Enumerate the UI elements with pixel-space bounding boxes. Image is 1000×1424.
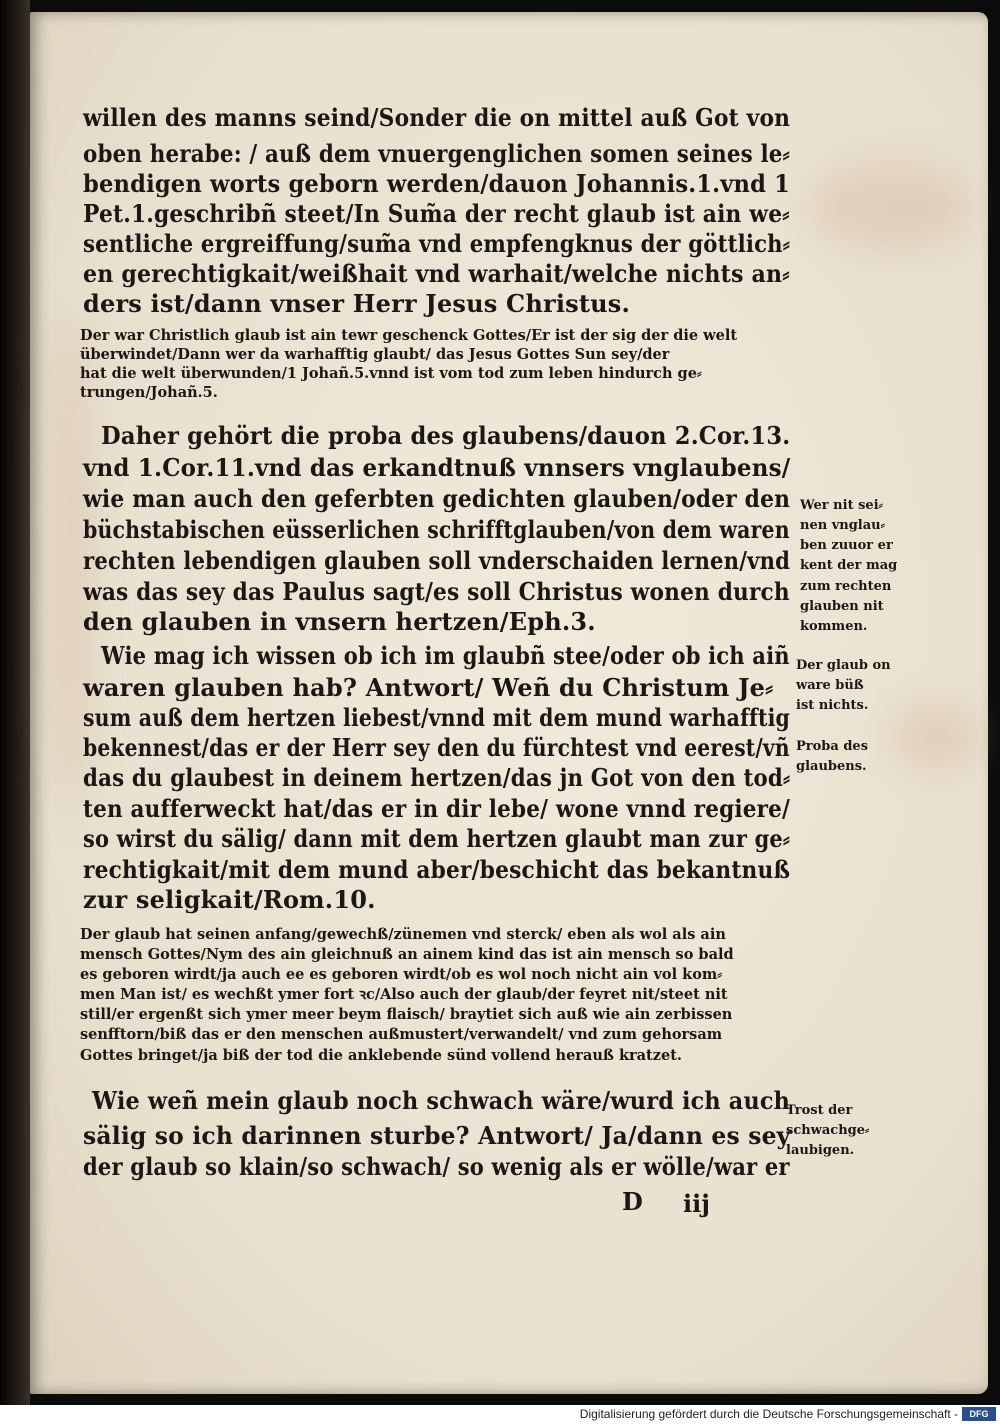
margin-gloss: nen vnglau⸗ <box>800 518 885 533</box>
text-line: das du glaubest in deinem hertzen/das jn Got von den tod⸗ <box>83 763 791 792</box>
text-line: willen des manns seind/Sonder die on mittel auß Got von <box>83 103 791 132</box>
text-line: ders ist/dann vnser Herr Jesus Christus. <box>83 289 631 318</box>
text-line: wie man auch den geferbten gedichten glauben/oder den <box>83 484 791 513</box>
note-line: Der glaub hat seinen anfang/gewechß/zünemen vnd sterck/ eben als wol als ain <box>80 926 726 943</box>
text-line: waren glauben hab? Antwort/ Weñ du Christum Je⸗ <box>83 673 774 702</box>
note-line: Der war Christlich glaub ist ain tewr geschenck Gottes/Er ist der sig der die welt <box>80 327 738 344</box>
text-line: Wie mag ich wissen ob ich im glaubñ stee/oder ob ich aiñ <box>101 641 790 670</box>
text-line: rechtigkait/mit dem mund aber/beschicht das bekantnuß <box>83 855 791 884</box>
text-line: so wirst du sälig/ dann mit dem hertzen glaubt man zur ge⸗ <box>83 824 791 853</box>
margin-gloss: glaubens. <box>796 759 867 774</box>
text-line: der glaub so klain/so schwach/ so wenig als er wölle/war er <box>83 1152 790 1181</box>
text-line: Wie weñ mein glaub noch schwach wäre/wurd ich auch <box>92 1086 791 1115</box>
note-line: men Man ist/ es wechßt ymer fort ꝛc/Also auch der glaub/der feyret nit/steet nit <box>80 986 728 1003</box>
text-line: sälig so ich darinnen sturbe? Antwort/ Ja/dann es sey <box>83 1121 791 1150</box>
margin-gloss: ist nichts. <box>796 698 869 713</box>
text-line: sentliche ergreiffung/sum̃a vnd empfengknus der göttlich⸗ <box>83 229 791 258</box>
text-line: bendigen worts geborn werden/dauon Johannis.1.vnd 1 <box>83 169 791 198</box>
text-line: vnd 1.Cor.11.vnd das erkandtnuß vnnsers vnglaubens/ <box>83 453 791 482</box>
signature-number: iij <box>683 1189 710 1218</box>
text-line: zur seligkait/Rom.10. <box>83 885 376 914</box>
text-line: Daher gehört die proba des glaubens/dauon 2.Cor.13. <box>101 421 791 450</box>
text-line: bekennest/das er der Herr sey den du fürchtest vnd eerest/vñ <box>83 733 790 762</box>
text-line: sum auß dem hertzen liebest/vnnd mit dem mund warhafftig <box>83 703 791 732</box>
text-line: rechten lebendigen glauben soll vnderschaiden lernen/vnd <box>83 546 791 575</box>
margin-gloss: zum rechten <box>800 579 892 594</box>
margin-gloss: Der glaub on <box>796 658 891 673</box>
page-stain <box>890 702 980 772</box>
margin-gloss: kommen. <box>800 619 868 634</box>
margin-gloss: laubigen. <box>786 1143 855 1158</box>
margin-gloss: ben zuuor er <box>800 538 893 553</box>
text-line: büchstabischen eüsserlichen schrifftglauben/von dem waren <box>83 515 790 544</box>
book-spine <box>0 0 30 1405</box>
footer-credit: Digitalisierung gefördert durch die Deutsche Forschungsgemeinschaft - <box>579 1407 958 1421</box>
text-line: Pet.1.geschribñ steet/In Sum̃a der recht glaub ist ain we⸗ <box>83 199 790 228</box>
margin-gloss: Proba des <box>796 739 869 754</box>
margin-gloss: schwachge⸗ <box>786 1123 870 1138</box>
text-line: was das sey das Paulus sagt/es soll Christus wonen durch <box>83 577 790 606</box>
signature-mark: D <box>622 1187 643 1216</box>
text-line: en gerechtigkait/weißhait vnd warhait/welche nichts an⸗ <box>83 259 790 288</box>
page-stain <box>810 162 970 252</box>
note-line: still/er ergenßt sich ymer meer beym flaisch/ braytiet sich auß wie ain zerbissen <box>80 1006 733 1023</box>
text-line: den glauben in vnsern hertzen/Eph.3. <box>83 607 596 636</box>
margin-gloss: ware büß <box>796 678 864 693</box>
dfg-logo: DFG <box>962 1407 996 1421</box>
margin-gloss: Wer nit sei⸗ <box>800 498 883 513</box>
text-line: oben herabe: / auß dem vnuergenglichen somen seines le⸗ <box>83 139 790 168</box>
note-line: Gottes bringet/ja biß der tod die anklebende sünd vollend herauß kratzet. <box>80 1047 682 1064</box>
note-line: hat die welt überwunden/1 Johañ.5.vnnd ist vom tod zum leben hindurch ge⸗ <box>80 365 702 382</box>
note-line: es geboren wirdt/ja auch ee es geboren wirdt/ob es wol noch nicht ain vol kom⸗ <box>80 966 723 983</box>
note-line: trungen/Johañ.5. <box>80 384 218 401</box>
note-line: senfftorn/biß das er den menschen außmustert/verwandelt/ vnd zum gehorsam <box>80 1026 723 1043</box>
margin-gloss: kent der mag <box>800 558 898 573</box>
margin-gloss: Trost der <box>786 1103 853 1118</box>
margin-gloss: glauben nit <box>800 599 884 614</box>
note-line: mensch Gottes/Nym des ain gleichnuß an ainem kind das ist ain mensch so bald <box>80 946 734 963</box>
text-line: ten aufferweckt hat/das er in dir lebe/ wone vnnd regiere/ <box>83 794 791 823</box>
note-line: überwindet/Dann wer da warhafftig glaubt/ das Jesus Gottes Sun sey/der <box>80 346 670 363</box>
footer-bar <box>0 1405 1000 1424</box>
